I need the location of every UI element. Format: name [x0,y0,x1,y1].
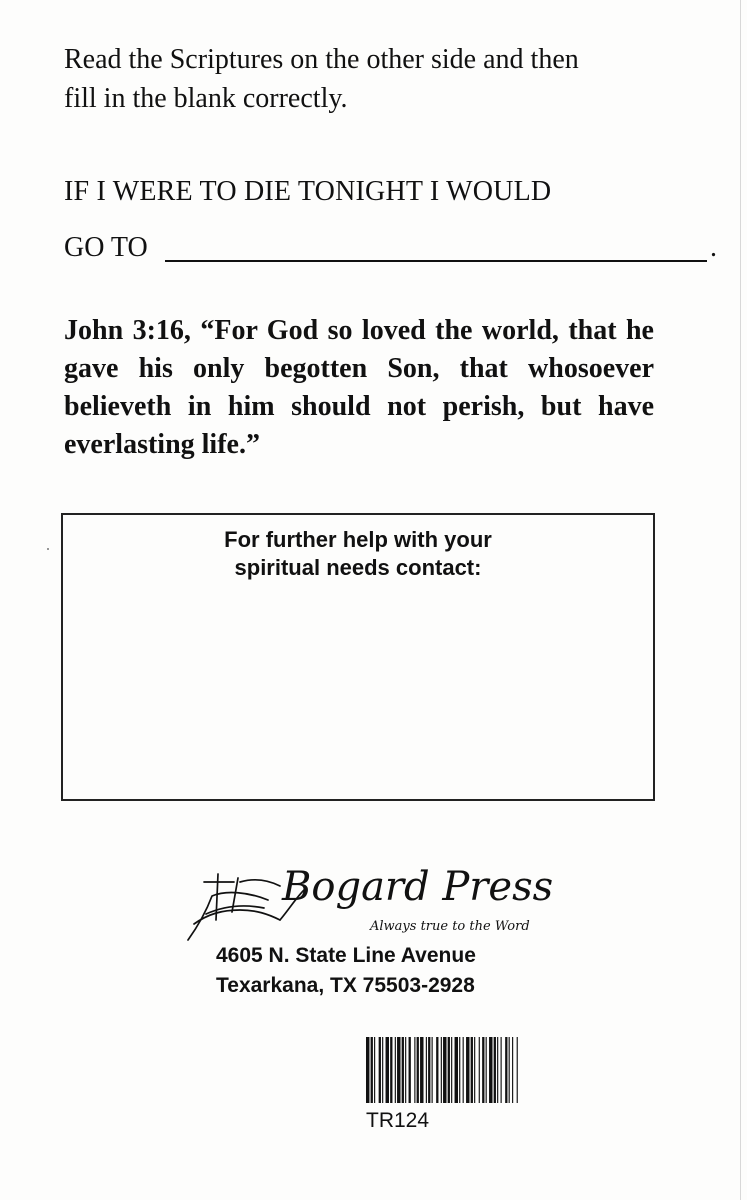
barcode-bar [379,1037,381,1103]
address-line-1: 4605 N. State Line Avenue [216,944,476,967]
address-line-2: Texarkana, TX 75503-2928 [216,974,475,997]
barcode-bar [474,1037,475,1103]
barcode-bar [517,1037,518,1103]
page-edge-divider [740,0,741,1200]
barcode-bar [455,1037,458,1103]
barcode-bar [494,1037,496,1103]
barcode-bar [386,1037,389,1103]
logo-tagline: Always true to the Word [370,919,530,934]
barcode-bar [417,1037,419,1103]
barcode-bar [382,1037,383,1103]
fill-in-blank-line [165,260,707,262]
question-line-1: IF I WERE TO DIE TONIGHT I WOULD [64,176,552,207]
barcode-bar [409,1037,411,1103]
barcode-bar [459,1037,460,1103]
barcode-bar [414,1037,415,1103]
barcode-bar [441,1037,442,1103]
barcode-bar [486,1037,487,1103]
intro-instructions [64,40,674,118]
barcode-bar [405,1037,406,1103]
barcode-bar [426,1037,427,1103]
go-to-label: GO TO [64,232,148,263]
contact-heading [63,526,653,582]
barcode-bar [482,1037,484,1103]
barcode-bar [397,1037,400,1103]
product-code: TR124 [366,1109,430,1132]
barcode-bar [420,1037,423,1103]
bogard-press-logo [184,856,554,946]
open-bible-cross-icon [184,856,554,946]
barcode-bar [366,1037,369,1103]
stray-speck [47,548,49,550]
intro-line-2: fill in the blank correctly. [64,83,348,114]
question-line-2 [64,228,717,268]
scripture-verse: John 3:16, “For God so loved the world, that he gave his only begotten Son, that whosoever believeth in him should not perish, but have everlasting life.” [64,315,654,460]
contact-heading-line-2: spiritual needs contact: [234,555,482,580]
barcode-bar [505,1037,507,1103]
barcode-bar [428,1037,430,1103]
barcode-bar [471,1037,473,1103]
barcode-bar [463,1037,464,1103]
barcode-bar [466,1037,469,1103]
barcode [366,1037,642,1103]
barcode-bar [497,1037,498,1103]
barcode-bar [371,1037,373,1103]
barcode-bar [374,1037,375,1103]
barcode-bar [509,1037,510,1103]
barcode-bar [451,1037,452,1103]
blank-period: . [710,232,717,263]
barcode-bar [443,1037,446,1103]
barcode-bar [501,1037,502,1103]
barcode-bar [489,1037,492,1103]
barcode-bar [395,1037,396,1103]
barcode-bar [436,1037,438,1103]
contact-heading-line-1: For further help with your [224,527,492,552]
logo-wordmark: Bogard Press [282,864,554,910]
barcode-bar [512,1037,513,1103]
barcode-bar [402,1037,404,1103]
barcode-bar [479,1037,480,1103]
barcode-bar [432,1037,433,1103]
intro-line-1: Read the Scriptures on the other side and then [64,44,579,75]
publisher-address [216,941,556,1001]
barcode-bar [448,1037,450,1103]
barcode-bar [390,1037,392,1103]
contact-box [61,513,655,801]
